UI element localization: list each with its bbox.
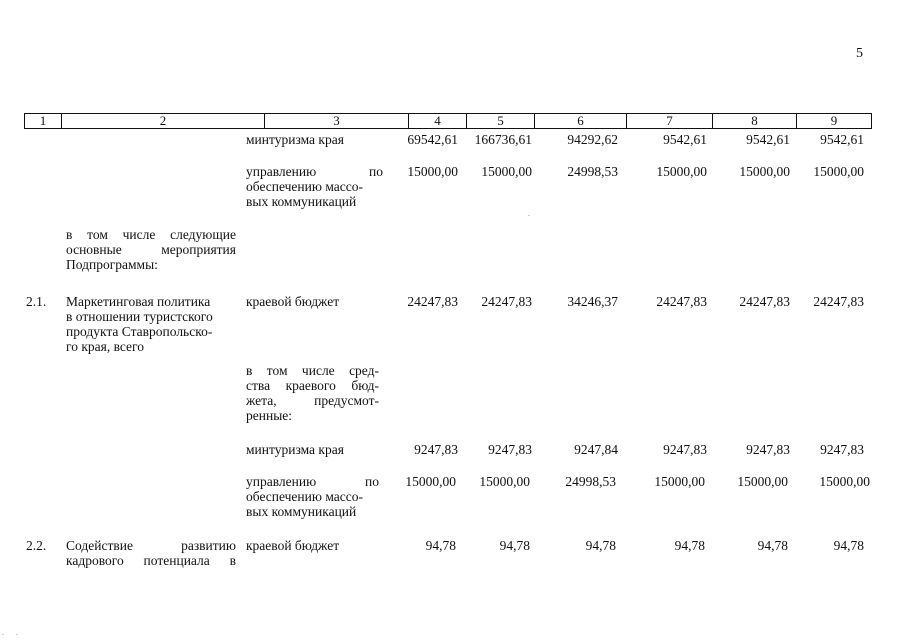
row-5-value-col9: 9247,83 [820, 442, 864, 457]
row-0-value-col4: 69542,61 [407, 132, 458, 147]
row-7-source-line-0: краевой бюджет [246, 538, 340, 553]
row-1-source-line-0: управлению по [246, 164, 383, 179]
row-7-value-col8: 94,78 [757, 538, 788, 553]
row-4-source-line-0: в том числе сред- [246, 363, 379, 378]
row-5-value-col5: 9247,83 [488, 442, 532, 457]
row-3-name-line-3: го края, всего [66, 339, 144, 354]
table-header-row [24, 113, 872, 129]
row-6-value-col9: 15000,00 [819, 474, 870, 489]
row-3-name-line-1: в отношении туристского [66, 309, 213, 324]
row-1-value-col8: 15000,00 [739, 164, 790, 179]
row-6-source-line-0: управлению по [246, 474, 379, 489]
row-7-value-col7: 94,78 [674, 538, 705, 553]
scan-speck [2, 634, 4, 635]
row-3-value-col6: 34246,37 [567, 294, 618, 309]
row-0-value-col7: 9542,61 [663, 132, 707, 147]
row-5-value-col7: 9247,83 [663, 442, 707, 457]
row-0-value-col8: 9542,61 [746, 132, 790, 147]
row-3-value-col4: 24247,83 [407, 294, 458, 309]
row-6-value-col6: 24998,53 [565, 474, 616, 489]
row-5-value-col8: 9247,83 [746, 442, 790, 457]
row-3-name-line-0: Маркетинговая политика [66, 294, 211, 309]
header-col-6: 6 [535, 114, 627, 128]
row-3-source-line-0: краевой бюджет [246, 294, 340, 309]
row-6-value-col4: 15000,00 [405, 474, 456, 489]
row-1-value-col4: 15000,00 [407, 164, 458, 179]
row-3-value-col8: 24247,83 [739, 294, 790, 309]
page-number: 5 [856, 46, 863, 61]
row-6-value-col5: 15000,00 [479, 474, 530, 489]
row-2-name-line-0: в том числе следующие [66, 227, 236, 242]
row-6-source-line-1: обеспечению массо- [246, 489, 364, 504]
row-6-value-col8: 15000,00 [737, 474, 788, 489]
row-5-value-col6: 9247,84 [574, 442, 618, 457]
row-3-value-col9: 24247,83 [813, 294, 864, 309]
row-6-value-col7: 15000,00 [654, 474, 705, 489]
row-1-value-col5: 15000,00 [481, 164, 532, 179]
row-1-value-col7: 15000,00 [656, 164, 707, 179]
row-1-source-line-1: обеспечению массо- [246, 179, 364, 194]
row-5-source-line-0: минтуризма края [246, 442, 344, 457]
row-0-source-line-0: минтуризма края [246, 132, 344, 147]
row-7-item-number: 2.2. [26, 538, 47, 553]
row-0-value-col5: 166736,61 [474, 132, 532, 147]
header-col-7: 7 [627, 114, 713, 128]
row-1-source-line-2: вых коммуникаций [246, 194, 357, 209]
row-7-name-line-1: кадрового потенциала в [66, 553, 236, 568]
row-3-item-number: 2.1. [26, 294, 47, 309]
row-5-value-col4: 9247,83 [414, 442, 458, 457]
header-col-3: 3 [265, 114, 409, 128]
row-3-name-line-2: продукта Ставропольско- [66, 324, 213, 339]
row-3-value-col5: 24247,83 [481, 294, 532, 309]
header-col-5: 5 [467, 114, 535, 128]
row-7-value-col9: 94,78 [833, 538, 864, 553]
row-6-source-line-2: вых коммуникаций [246, 504, 357, 519]
row-1-value-col9: 15000,00 [813, 164, 864, 179]
row-7-value-col4: 94,78 [425, 538, 456, 553]
row-1-value-col6: 24998,53 [567, 164, 618, 179]
header-col-4: 4 [409, 114, 467, 128]
header-col-2: 2 [62, 114, 265, 128]
row-7-value-col6: 94,78 [585, 538, 616, 553]
header-col-8: 8 [713, 114, 797, 128]
row-0-value-col6: 94292,62 [567, 132, 618, 147]
header-col-1: 1 [25, 114, 62, 128]
row-2-name-line-2: Подпрограммы: [66, 257, 158, 272]
row-3-value-col7: 24247,83 [656, 294, 707, 309]
row-2-name-line-1: основные мероприятия [66, 242, 236, 257]
scan-speck [528, 215, 530, 216]
row-4-source-line-3: ренные: [246, 408, 293, 423]
row-0-value-col9: 9542,61 [820, 132, 864, 147]
row-7-value-col5: 94,78 [499, 538, 530, 553]
row-7-name-line-0: Содействие развитию [66, 538, 236, 553]
header-col-9: 9 [830, 113, 838, 128]
row-4-source-line-2: жета, предусмот- [246, 393, 379, 408]
row-4-source-line-1: ства краевого бюд- [246, 378, 379, 393]
scan-speck [16, 634, 18, 635]
